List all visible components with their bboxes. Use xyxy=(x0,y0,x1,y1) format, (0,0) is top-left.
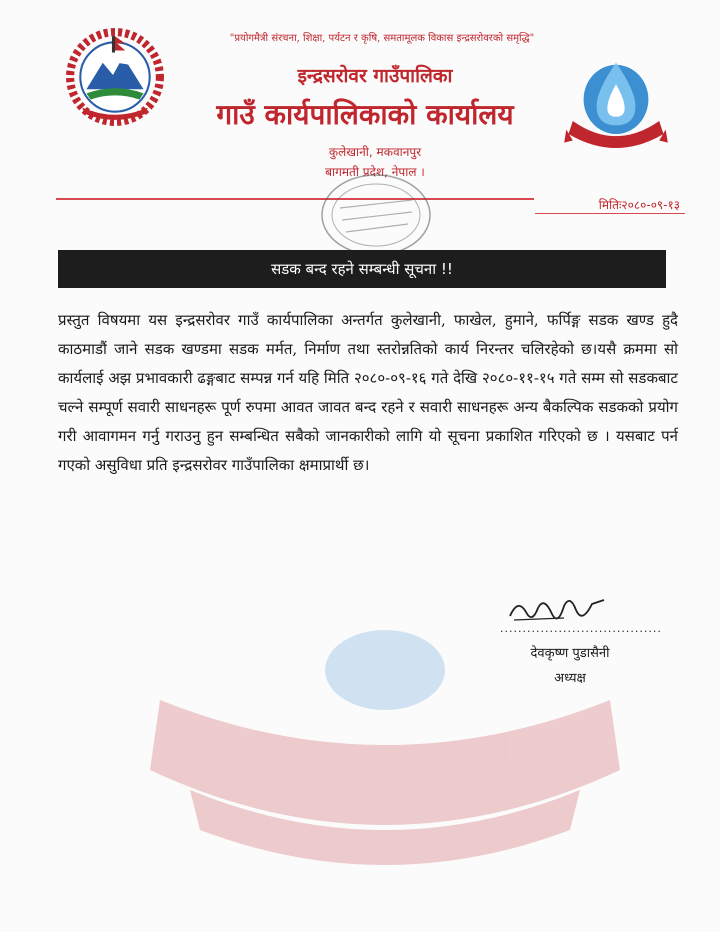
address-line-2: बागमती प्रदेश, नेपाल । xyxy=(325,165,425,179)
notice-body: प्रस्तुत विषयमा यस इन्द्रसरोवर गाउँ कार्यपालिका अन्तर्गत कुलेखानी, फाखेल, हुमाने, फर्पिङ्ग सडक खण्ड हुदै काठमाडौं जाने सडक खण्डमा सडक मर्मत, निर्माण तथा स्तरोन्नतिको कार्य निरन्तर चलिरहेको छ।यसै क्रममा सो कार्यलाई अझ प्रभावकारी ढङ्गबाट सम्पन्न गर्न यहि मिति २०८०-०९-१६ गते देखि २०८०-११-१५ गते सम्म सो सडकबाट चल्ने सम्पूर्ण सवारी साधनहरू पूर्ण रुपमा आवत जावत बन्द रहने र सवारी साधनहरू अन्य बैकल्पिक सडकको प्रयोग गरी आवागमन गर्नु गराउनु हुन सम्बन्धित सबैको जानकारीको लागि यो सूचना प्रकाशित गरिएको छ । यसबाट पर्न गएको असुविधा प्रति इन्द्रसरोवर गाउँपालिका क्षमाप्रार्थी छ। xyxy=(58,311,678,474)
office-stamp-icon xyxy=(318,170,434,260)
org-name: इन्द्रसरोवर गाउँपालिका xyxy=(297,65,453,87)
signature-line: .................................... xyxy=(500,622,662,635)
office-name: गाउँ कार्यपालिकाको कार्यालय xyxy=(216,98,514,131)
address-line-1: कुलेखानी, मकवानपुर xyxy=(328,145,422,159)
notice-title-banner: सडक बन्द रहने सम्बन्धी सूचना !! xyxy=(58,250,666,288)
signatory-name: देवकृष्ण पुडासैनी xyxy=(530,646,610,661)
date-text: मितिः२०८०-०९-१३ xyxy=(598,198,680,212)
header-rule xyxy=(56,198,534,200)
date-underline xyxy=(535,213,685,214)
signatory-designation: अध्यक्ष xyxy=(554,671,586,686)
municipality-logo-icon xyxy=(562,58,670,156)
motto-text: "प्रयोगमैत्री संरचना, शिक्षा, पर्यटन र कृषि, समतामूलक विकास इन्द्रसरोवरको समृद्धि" xyxy=(229,33,535,44)
